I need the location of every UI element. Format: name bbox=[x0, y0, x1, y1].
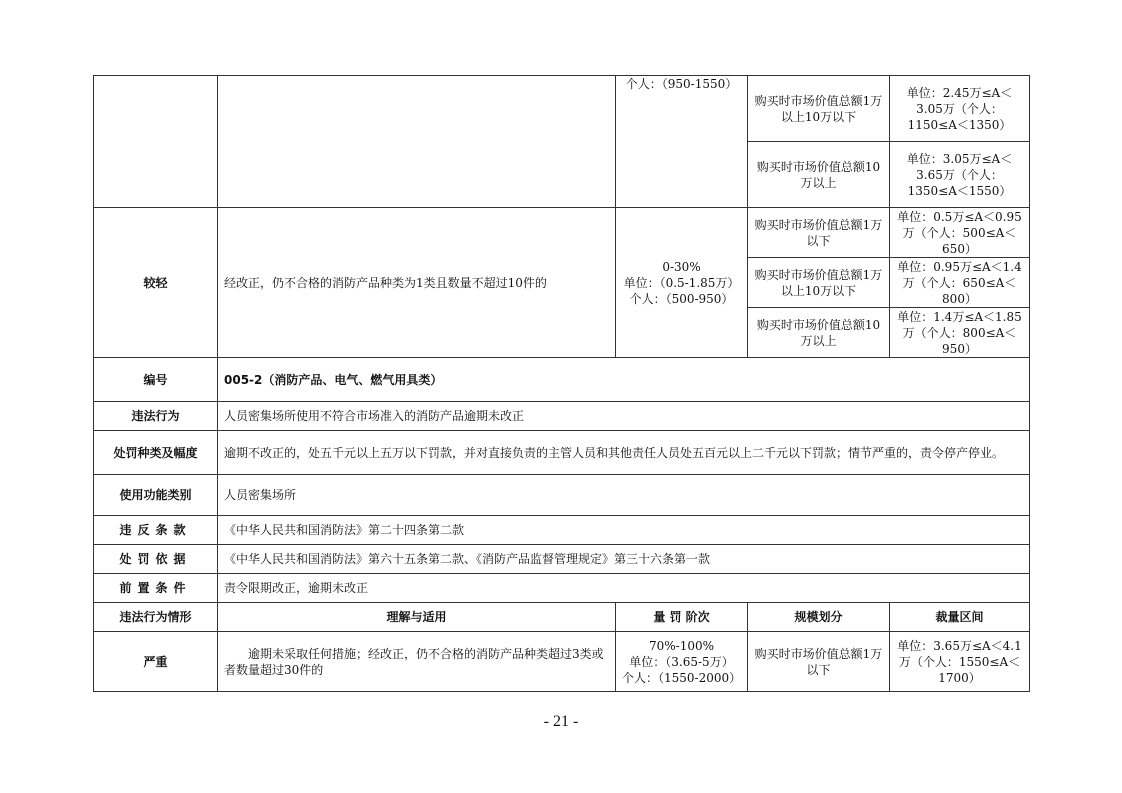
usage-value: 人员密集场所 bbox=[218, 475, 1030, 516]
scale-cell: 购买时市场价值总额10万以上 bbox=[748, 142, 890, 208]
clause-label: 违反条款 bbox=[94, 516, 218, 545]
range-cell: 单位：1.4万≤A＜1.85万（个人：800≤A＜950） bbox=[890, 308, 1030, 358]
header-penalty-level: 量 罚 阶次 bbox=[616, 603, 748, 632]
scale-cell: 购买时市场价值总额1万以上10万以下 bbox=[748, 258, 890, 308]
basis-label: 处罚依据 bbox=[94, 545, 218, 574]
precond-value: 责令限期改正，逾期未改正 bbox=[218, 574, 1030, 603]
column-header-row bbox=[94, 603, 1030, 632]
scale-cell: 购买时市场价值总额1万以下 bbox=[748, 632, 890, 692]
precond-row bbox=[94, 574, 1030, 603]
range-cell: 单位：0.95万≤A＜1.4万（个人：650≤A＜800） bbox=[890, 258, 1030, 308]
clause-row bbox=[94, 516, 1030, 545]
range-cell: 单位：3.05万≤A＜3.65万（个人：1350≤A＜1550） bbox=[890, 142, 1030, 208]
basis-row bbox=[94, 545, 1030, 574]
table-row bbox=[94, 632, 1030, 692]
range-cell: 单位：2.45万≤A＜3.05万（个人：1150≤A＜1350） bbox=[890, 76, 1030, 142]
desc-cell: 逾期未采取任何措施；经改正，仍不合格的消防产品种类超过3类或者数量超过30件的 bbox=[218, 632, 616, 692]
usage-row bbox=[94, 475, 1030, 516]
basis-value: 《中华人民共和国消防法》第六十五条第二款、《消防产品监督管理规定》第三十六条第一款 bbox=[218, 545, 1030, 574]
penalty-cell: 70%-100% 单位：（3.65-5万） 个人：（1550-2000） bbox=[616, 632, 748, 692]
page-number: - 21 - bbox=[543, 713, 579, 730]
desc-cell: 经改正，仍不合格的消防产品种类为1类且数量不超过10件的 bbox=[218, 208, 616, 358]
code-label: 编号 bbox=[94, 358, 218, 402]
penalty-cell: 0-30% 单位：（0.5-1.85万） 个人：（500-950） bbox=[616, 208, 748, 358]
penalty-cell: 个人：（950-1550） bbox=[616, 76, 748, 208]
table-row bbox=[94, 76, 1030, 142]
desc-cell bbox=[218, 76, 616, 208]
header-application: 理解与适用 bbox=[218, 603, 616, 632]
penalty-table bbox=[93, 75, 1030, 692]
header-scale: 规模划分 bbox=[748, 603, 890, 632]
act-value: 人员密集场所使用不符合市场准入的消防产品逾期未改正 bbox=[218, 402, 1030, 431]
level-cell: 较轻 bbox=[94, 208, 218, 358]
scale-cell: 购买时市场价值总额1万以上10万以下 bbox=[748, 76, 890, 142]
code-value: 005-2（消防产品、电气、燃气用具类） bbox=[218, 358, 1030, 402]
range-cell: 单位：3.65万≤A＜4.1万（个人：1550≤A＜1700） bbox=[890, 632, 1030, 692]
precond-label: 前置条件 bbox=[94, 574, 218, 603]
header-situation: 违法行为情形 bbox=[94, 603, 218, 632]
clause-value: 《中华人民共和国消防法》第二十四条第二款 bbox=[218, 516, 1030, 545]
act-row bbox=[94, 402, 1030, 431]
punish-label: 处罚种类及幅度 bbox=[94, 431, 218, 475]
table-row bbox=[94, 208, 1030, 258]
scale-cell: 购买时市场价值总额1万以下 bbox=[748, 208, 890, 258]
level-cell bbox=[94, 76, 218, 208]
punish-row bbox=[94, 431, 1030, 475]
act-label: 违法行为 bbox=[94, 402, 218, 431]
usage-label: 使用功能类别 bbox=[94, 475, 218, 516]
scale-cell: 购买时市场价值总额10万以上 bbox=[748, 308, 890, 358]
punish-value: 逾期不改正的，处五千元以上五万以下罚款，并对直接负责的主管人员和其他责任人员处五百元以上二千元以下罚款；情节严重的，责令停产停业。 bbox=[218, 431, 1030, 475]
range-cell: 单位：0.5万≤A＜0.95万（个人：500≤A＜650） bbox=[890, 208, 1030, 258]
level-cell: 严重 bbox=[94, 632, 218, 692]
code-row bbox=[94, 358, 1030, 402]
header-range: 裁量区间 bbox=[890, 603, 1030, 632]
